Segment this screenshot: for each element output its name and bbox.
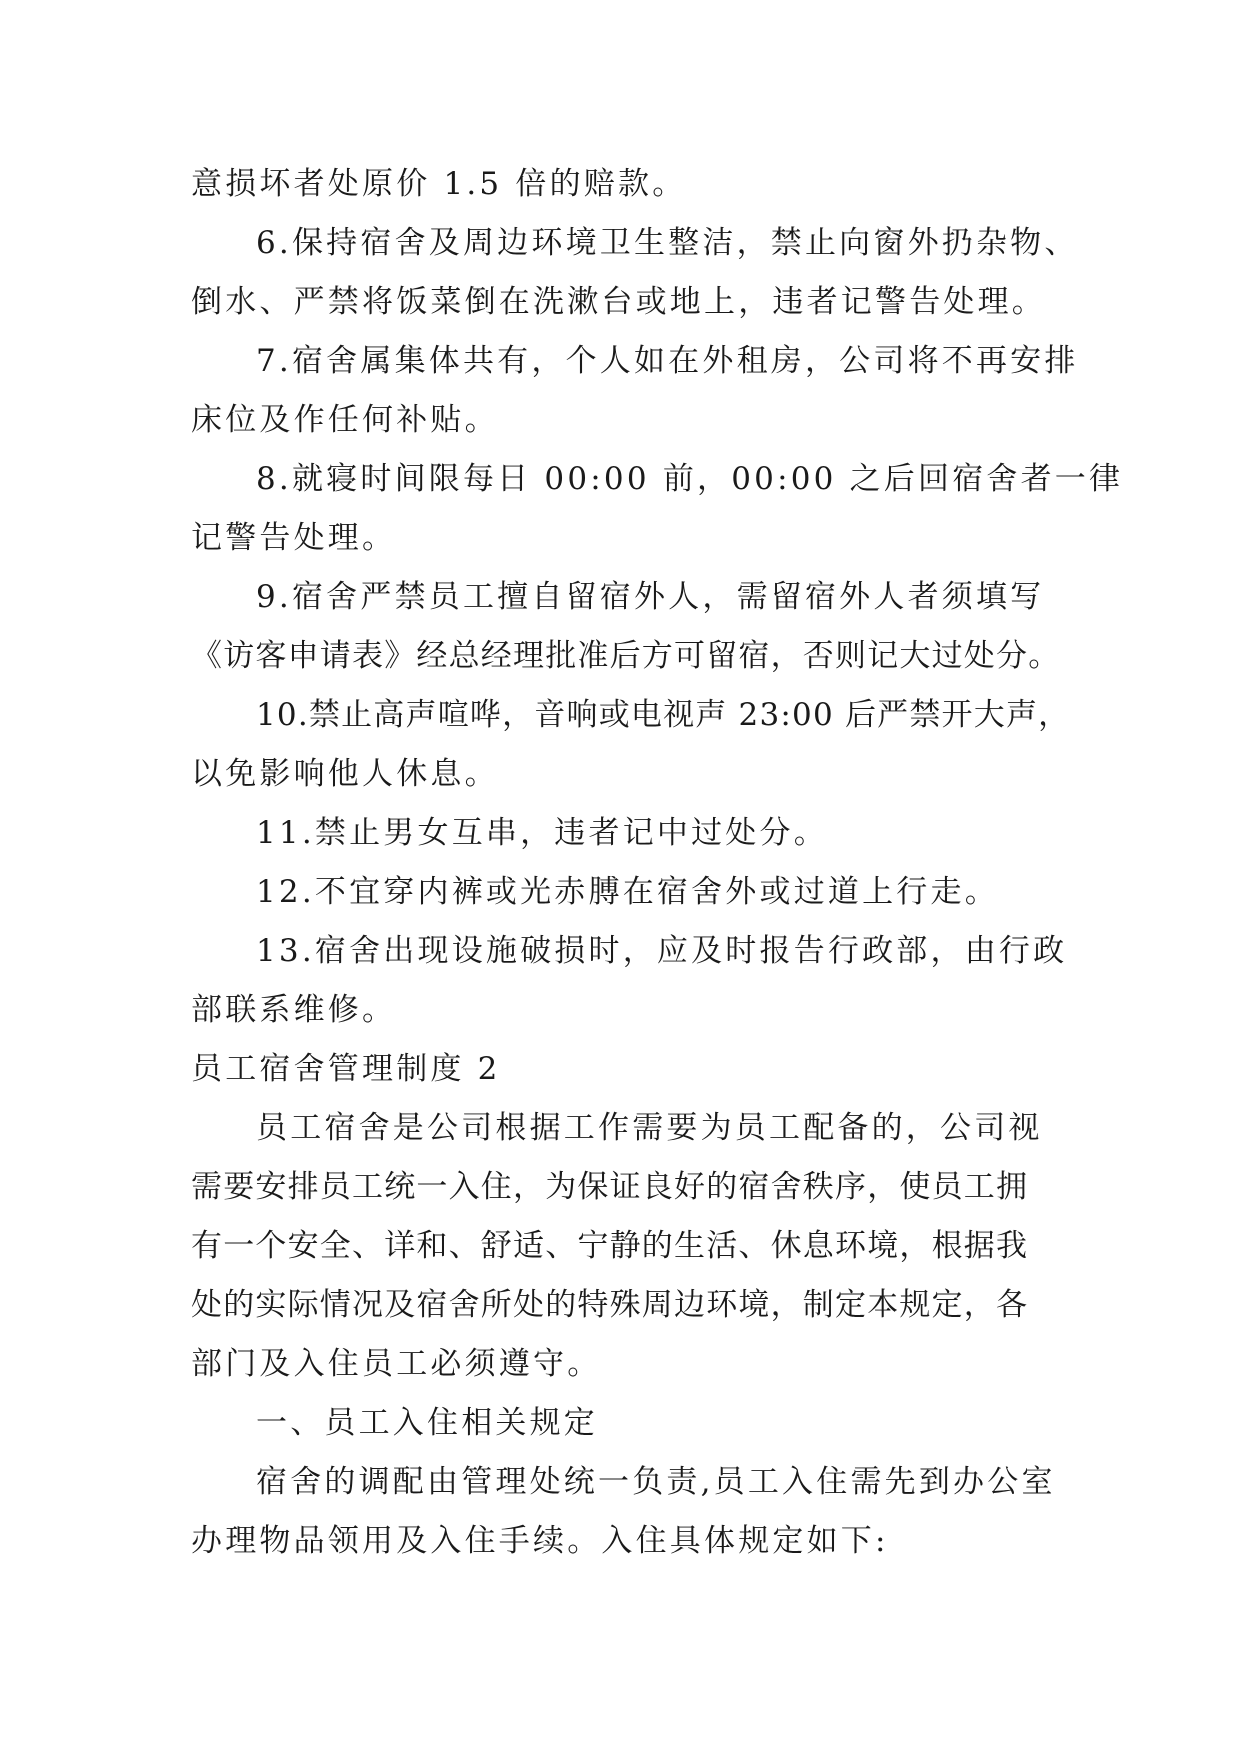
text-line-10: 10.禁止高声喧哗，音响或电视声 23:00 后严禁开大声， [256,697,1071,733]
text-line-23: 宿舍的调配由管理处统一负责,员工入住需先到办公室 [256,1464,1056,1500]
text-line-18: 需要安排员工统一入住，为保证良好的宿舍秩序，使员工拥 [191,1169,1029,1205]
text-line-12: 11.禁止男女互串，违者记中过处分。 [256,815,828,851]
text-line-4: 7.宿舍属集体共有，个人如在外租房，公司将不再安排 [256,343,1079,379]
text-line-20: 处的实际情况及宿舍所处的特殊周边环境，制定本规定，各 [191,1287,1029,1323]
text-line-11: 以免影响他人休息。 [191,756,499,792]
text-line-13: 12.不宜穿内裤或光赤膊在宿舍外或过道上行走。 [256,874,999,910]
text-line-6: 8.就寝时间限每日 00:00 前，00:00 之后回宿舍者一律 [256,461,1124,497]
text-line-17: 员工宿舍是公司根据工作需要为员工配备的，公司视 [256,1110,1043,1146]
text-line-19: 有一个安全、详和、舒适、宁静的生活、休息环境，根据我 [191,1228,1029,1264]
text-line-1: 意损坏者处原价 1.5 倍的赔款。 [191,166,687,202]
text-line-24: 办理物品领用及入住手续。入住具体规定如下: [191,1523,889,1559]
text-line-9: 《访客申请表》经总经理批准后方可留宿，否则记大过处分。 [191,638,1061,674]
text-line-14: 13.宿舍出现设施破损时，应及时报告行政部，由行政 [256,933,1068,969]
text-line-21: 部门及入住员工必须遵守。 [191,1346,602,1382]
text-line-8: 9.宿舍严禁员工擅自留宿外人，需留宿外人者须填写 [256,579,1045,615]
text-line-7: 记警告处理。 [191,520,397,556]
text-line-5: 床位及作任何补贴。 [191,402,499,438]
text-line-3: 倒水、严禁将饭菜倒在洗漱台或地上，违者记警告处理。 [191,284,1046,320]
text-line-2: 6.保持宿舍及周边环境卫生整洁，禁止向窗外扔杂物、 [256,225,1079,261]
text-line-15: 部联系维修。 [191,992,397,1028]
subsection-heading: 一、员工入住相关规定 [256,1405,598,1441]
section-heading: 员工宿舍管理制度 2 [191,1051,501,1087]
